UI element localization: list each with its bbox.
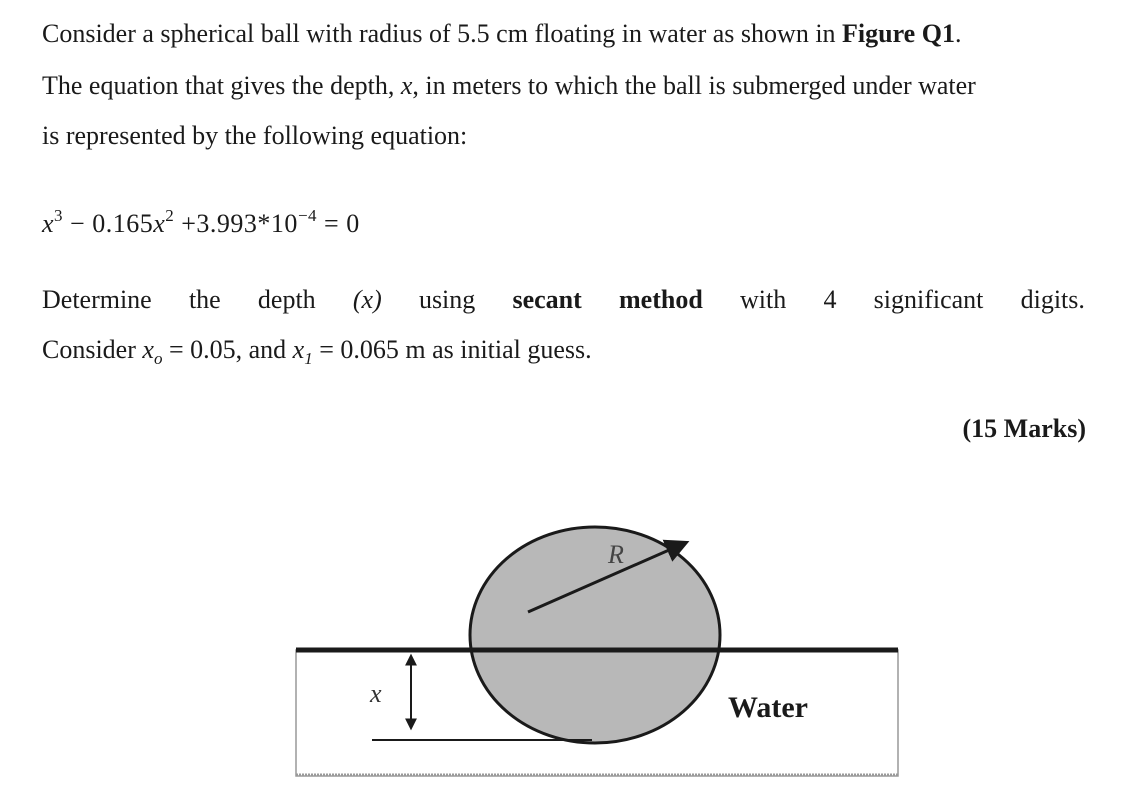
depth-label: x — [370, 679, 382, 708]
word: 4 — [823, 285, 837, 314]
word-variable: (x) — [352, 285, 382, 314]
figure-svg — [290, 495, 910, 787]
subscript: o — [153, 349, 163, 368]
problem-line-5 — [42, 334, 592, 375]
word: digits. — [1020, 285, 1085, 314]
water-label: Water — [728, 691, 808, 724]
variable-x1: x — [292, 335, 305, 364]
word: with — [740, 285, 787, 314]
equation-var: x — [153, 209, 166, 238]
word: significant — [873, 285, 984, 314]
equation-exponent: −4 — [297, 206, 318, 225]
problem-line-1 — [42, 18, 961, 50]
problem-text: The equation that gives the depth, — [42, 71, 401, 100]
figure-q1 — [290, 495, 910, 787]
equation-term: − 0.165 — [63, 209, 154, 238]
word-bold: secant — [512, 285, 582, 314]
variable-x0: x — [142, 335, 154, 364]
equation-term: +3.993*10 — [174, 209, 298, 238]
figure-reference: Figure Q1 — [842, 19, 955, 48]
problem-text: = 0.065 m as initial guess. — [312, 335, 592, 364]
word: using — [418, 285, 476, 314]
equation-exponent: 3 — [54, 206, 64, 225]
equation-rhs: = 0 — [317, 209, 360, 238]
problem-text: , in meters to which the ball is submerged under water — [412, 71, 976, 100]
problem-text: = 0.05, and — [162, 335, 293, 364]
equation-var: x — [42, 209, 55, 238]
word-bold: method — [619, 285, 703, 314]
equation — [42, 200, 360, 240]
problem-line-3: is represented by the following equation: — [42, 121, 468, 150]
radius-label: R — [608, 540, 624, 569]
problem-line-4 — [42, 284, 1085, 316]
problem-line-2 — [42, 70, 976, 102]
problem-text: Consider — [42, 335, 143, 364]
word: Determine — [42, 285, 152, 314]
subscript: 1 — [304, 349, 313, 368]
punctuation: . — [954, 19, 962, 48]
problem-text: Consider a spherical ball with radius of 5.5 cm floating in water as shown in — [42, 19, 843, 48]
marks-label: (15 Marks) — [962, 414, 1086, 443]
word: the — [188, 285, 221, 314]
equation-exponent: 2 — [165, 206, 175, 225]
ball — [470, 527, 720, 743]
variable-x: x — [400, 71, 413, 100]
word: depth — [257, 285, 316, 314]
